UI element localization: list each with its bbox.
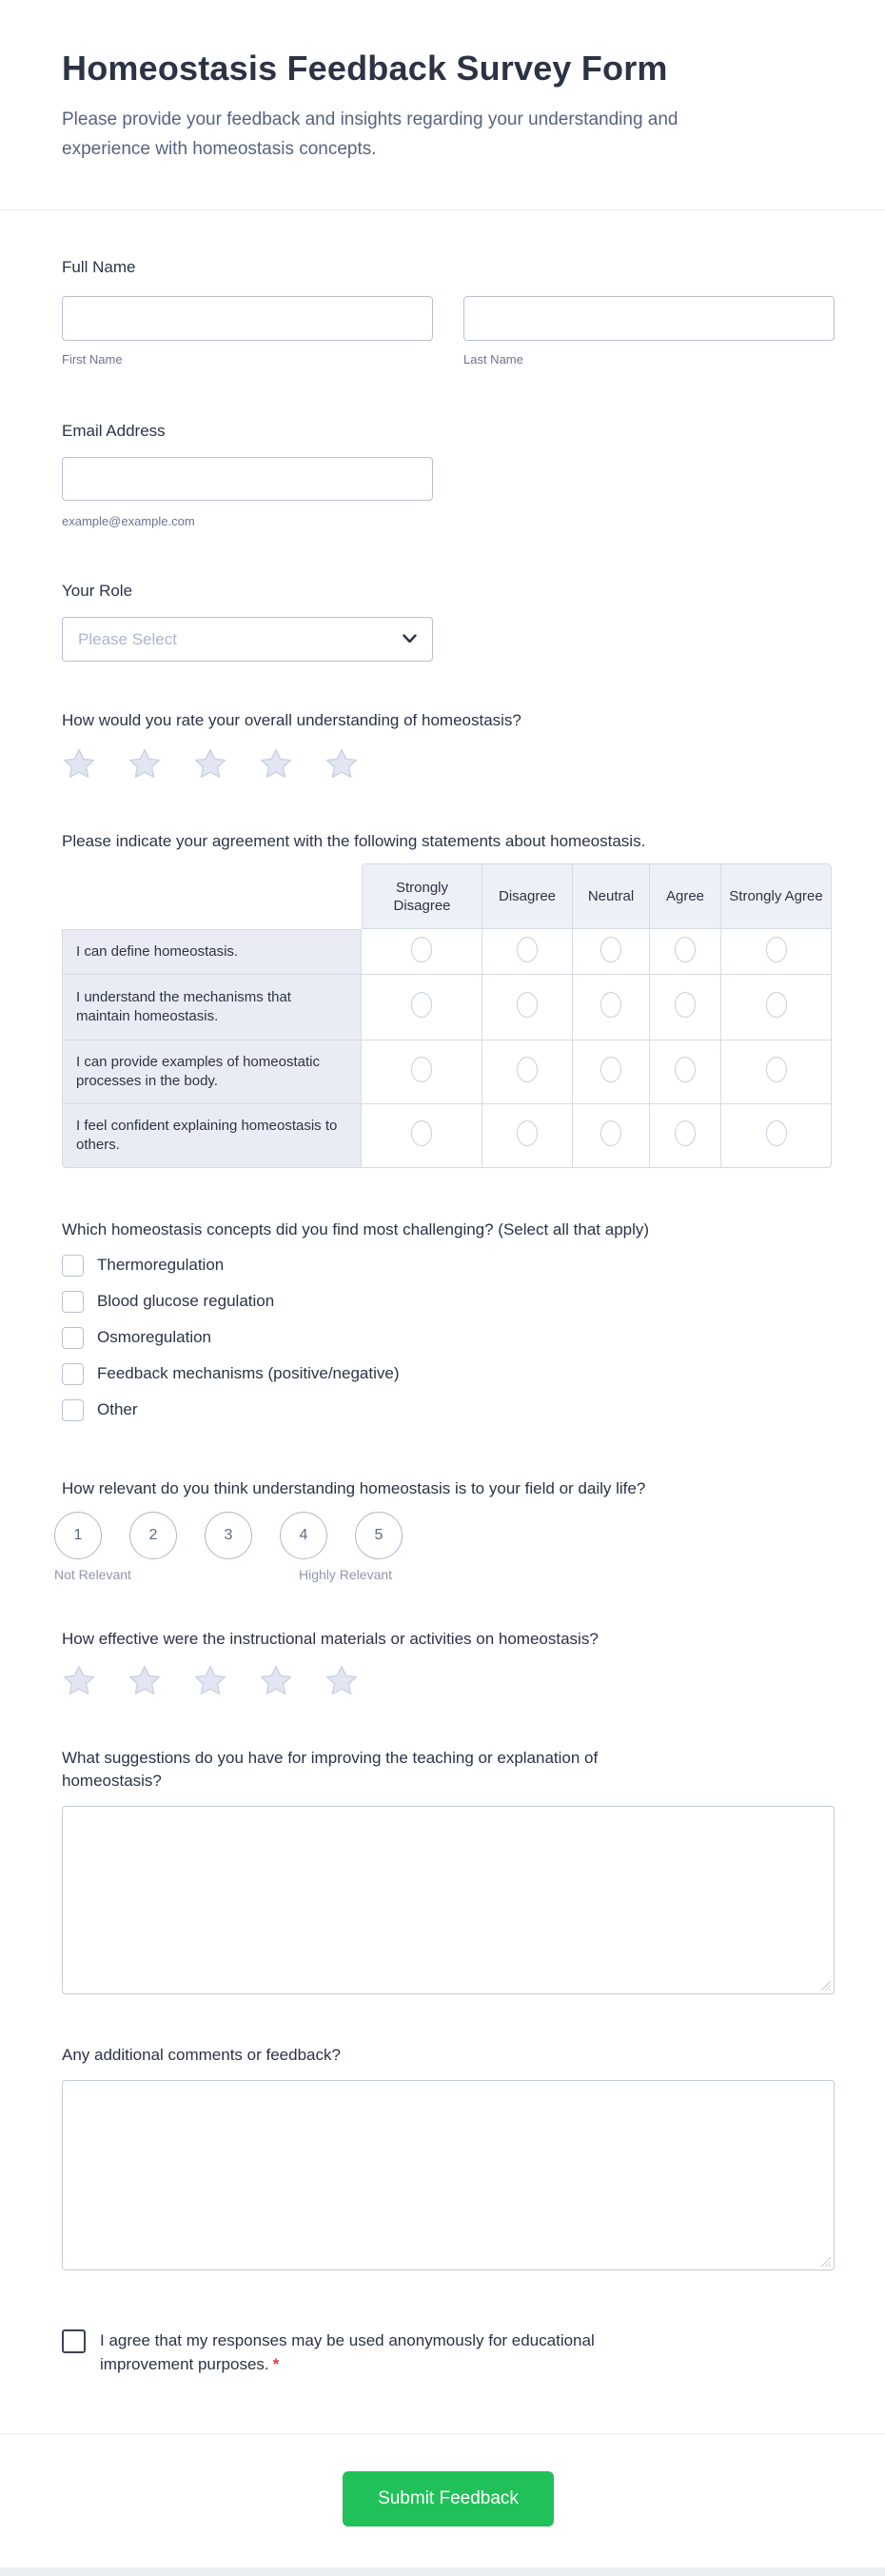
matrix-cell	[362, 975, 482, 1040]
agreement-matrix-table	[62, 863, 832, 1168]
question-challenging-concepts	[62, 1219, 835, 1435]
question-agreement-matrix	[62, 831, 835, 1168]
footer-divider	[0, 2433, 885, 2434]
role-select[interactable]	[62, 617, 433, 662]
star-icon[interactable]	[193, 1664, 227, 1698]
question-understanding-rating	[62, 710, 835, 782]
checkbox[interactable]	[62, 1363, 84, 1385]
radio-button[interactable]	[517, 937, 538, 962]
challenging-options	[62, 1254, 835, 1421]
matrix-cell	[573, 1040, 650, 1104]
question-role	[62, 581, 835, 662]
scale-option[interactable]: 2	[129, 1512, 177, 1559]
matrix-cell	[721, 1104, 832, 1168]
full-name-label: Full Name	[62, 258, 136, 276]
matrix-row-label: I feel confident explaining homeostasis to others.	[62, 1104, 362, 1168]
radio-button[interactable]	[600, 1057, 621, 1082]
comments-textarea[interactable]	[62, 2080, 835, 2270]
page-title: Homeostasis Feedback Survey Form	[62, 49, 668, 88]
question-consent	[62, 2328, 835, 2376]
matrix-column-header: Neutral	[573, 863, 650, 929]
understanding-rating-label: How would you rate your overall understanding of homeostasis?	[62, 711, 521, 729]
radio-button[interactable]	[675, 1120, 696, 1146]
radio-button[interactable]	[411, 992, 432, 1018]
matrix-cell	[573, 1104, 650, 1168]
radio-button[interactable]	[411, 1120, 432, 1146]
matrix-cell	[721, 975, 832, 1040]
matrix-column-header: Strongly Disagree	[362, 863, 482, 929]
chevron-down-icon	[403, 631, 417, 648]
matrix-column-header: Agree	[650, 863, 721, 929]
checkbox-option	[62, 1254, 835, 1277]
radio-button[interactable]	[766, 992, 787, 1018]
radio-button[interactable]	[766, 1120, 787, 1146]
effectiveness-star-rating	[62, 1664, 835, 1698]
star-icon[interactable]	[128, 1664, 162, 1698]
radio-button[interactable]	[600, 1120, 621, 1146]
last-name-sublabel: Last Name	[463, 352, 523, 367]
star-icon[interactable]	[62, 1664, 96, 1698]
scale-option[interactable]: 5	[355, 1512, 403, 1559]
star-icon[interactable]	[259, 1664, 293, 1698]
header-divider	[0, 209, 885, 210]
radio-button[interactable]	[675, 1057, 696, 1082]
matrix-cell	[573, 975, 650, 1040]
question-email	[62, 421, 835, 529]
checkbox-label: Osmoregulation	[97, 1328, 212, 1346]
matrix-row-label: I understand the mechanisms that maintain homeostasis.	[62, 975, 362, 1040]
required-asterisk: *	[272, 2355, 280, 2373]
checkbox[interactable]	[62, 1327, 84, 1349]
matrix-cell	[362, 1104, 482, 1168]
last-name-input[interactable]	[463, 296, 835, 341]
scale-option[interactable]: 1	[54, 1512, 102, 1559]
checkbox[interactable]	[62, 1255, 84, 1277]
checkbox-option	[62, 1290, 835, 1313]
page-subtitle: Please provide your feedback and insights regarding your understanding and experience with homeostasis concepts.	[62, 109, 678, 159]
suggestions-textarea[interactable]	[62, 1806, 835, 1994]
comments-label: Any additional comments or feedback?	[62, 2046, 341, 2064]
radio-button[interactable]	[766, 937, 787, 962]
matrix-row	[62, 1040, 832, 1104]
understanding-star-rating	[62, 747, 835, 782]
submit-area	[62, 2471, 835, 2526]
checkbox-label: Blood glucose regulation	[97, 1292, 275, 1310]
radio-button[interactable]	[517, 992, 538, 1018]
effectiveness-label: How effective were the instructional materials or activities on homeostasis?	[62, 1630, 599, 1648]
consent-label	[100, 2328, 652, 2376]
checkbox[interactable]	[62, 1291, 84, 1313]
matrix-cell	[482, 1040, 573, 1104]
form-header	[62, 48, 835, 164]
matrix-cell	[650, 975, 721, 1040]
relevance-label: How relevant do you think understanding homeostasis is to your field or daily life?	[62, 1479, 646, 1497]
checkbox-option	[62, 1326, 835, 1349]
checkbox-label: Feedback mechanisms (positive/negative)	[97, 1364, 400, 1382]
matrix-cell	[650, 1104, 721, 1168]
relevance-scale	[54, 1512, 835, 1559]
checkbox-option	[62, 1398, 835, 1421]
checkbox-option	[62, 1362, 835, 1385]
suggestions-label: What suggestions do you have for improving the teaching or explanation of homeostasis?	[62, 1749, 599, 1790]
star-icon[interactable]	[128, 747, 162, 782]
scale-option[interactable]: 4	[280, 1512, 327, 1559]
matrix-row	[62, 1104, 832, 1168]
role-label: Your Role	[62, 582, 133, 600]
matrix-cell	[650, 1040, 721, 1104]
matrix-cell	[482, 1104, 573, 1168]
consent-label-text: I agree that my responses may be used anonymously for educational improvement purposes.	[100, 2331, 595, 2373]
first-name-input[interactable]	[62, 296, 433, 341]
scale-max-label: Highly Relevant	[299, 1567, 393, 1582]
radio-button[interactable]	[411, 1057, 432, 1082]
matrix-cell	[721, 1040, 832, 1104]
matrix-cell	[362, 1040, 482, 1104]
matrix-cell	[482, 929, 573, 975]
first-name-sublabel: First Name	[62, 352, 123, 367]
question-comments	[62, 2045, 835, 2270]
radio-button[interactable]	[517, 1120, 538, 1146]
email-sublabel: example@example.com	[62, 514, 195, 528]
radio-button[interactable]	[600, 937, 621, 962]
submit-button[interactable]: Submit Feedback	[343, 2471, 554, 2526]
consent-checkbox[interactable]	[62, 2329, 86, 2353]
scale-endpoint-labels	[54, 1567, 835, 1584]
star-icon[interactable]	[324, 1664, 359, 1698]
question-relevance-scale	[54, 1478, 835, 1584]
radio-button[interactable]	[675, 992, 696, 1018]
matrix-column-header: Disagree	[482, 863, 573, 929]
matrix-column-header: Strongly Agree	[721, 863, 832, 929]
question-effectiveness-rating	[62, 1629, 835, 1698]
matrix-corner-cell	[62, 863, 362, 929]
matrix-cell	[362, 929, 482, 975]
radio-button[interactable]	[766, 1057, 787, 1082]
checkbox-label: Thermoregulation	[97, 1256, 225, 1274]
page-bottom-edge	[0, 2567, 885, 2576]
matrix-row-label: I can provide examples of homeostatic processes in the body.	[62, 1040, 362, 1104]
matrix-row	[62, 975, 832, 1040]
matrix-row	[62, 929, 832, 975]
radio-button[interactable]	[411, 937, 432, 962]
question-suggestions	[62, 1747, 835, 1994]
checkbox-label: Other	[97, 1400, 138, 1418]
matrix-cell	[721, 929, 832, 975]
star-icon[interactable]	[193, 747, 227, 782]
star-icon[interactable]	[324, 747, 359, 782]
role-select-placeholder: Please Select	[78, 629, 177, 648]
matrix-cell	[650, 929, 721, 975]
matrix-cell	[573, 929, 650, 975]
star-icon[interactable]	[259, 747, 293, 782]
email-input[interactable]	[62, 457, 433, 501]
star-icon[interactable]	[62, 747, 96, 782]
scale-min-label: Not Relevant	[54, 1567, 131, 1582]
scale-option[interactable]: 3	[205, 1512, 252, 1559]
radio-button[interactable]	[517, 1057, 538, 1082]
matrix-row-label: I can define homeostasis.	[62, 929, 362, 975]
radio-button[interactable]	[600, 992, 621, 1018]
matrix-label: Please indicate your agreement with the following statements about homeostasis.	[62, 832, 646, 850]
checkbox[interactable]	[62, 1399, 84, 1421]
matrix-cell	[482, 975, 573, 1040]
challenging-label: Which homeostasis concepts did you find most challenging? (Select all that apply)	[62, 1220, 650, 1238]
email-label: Email Address	[62, 422, 166, 440]
question-full-name	[62, 257, 835, 367]
radio-button[interactable]	[675, 937, 696, 962]
